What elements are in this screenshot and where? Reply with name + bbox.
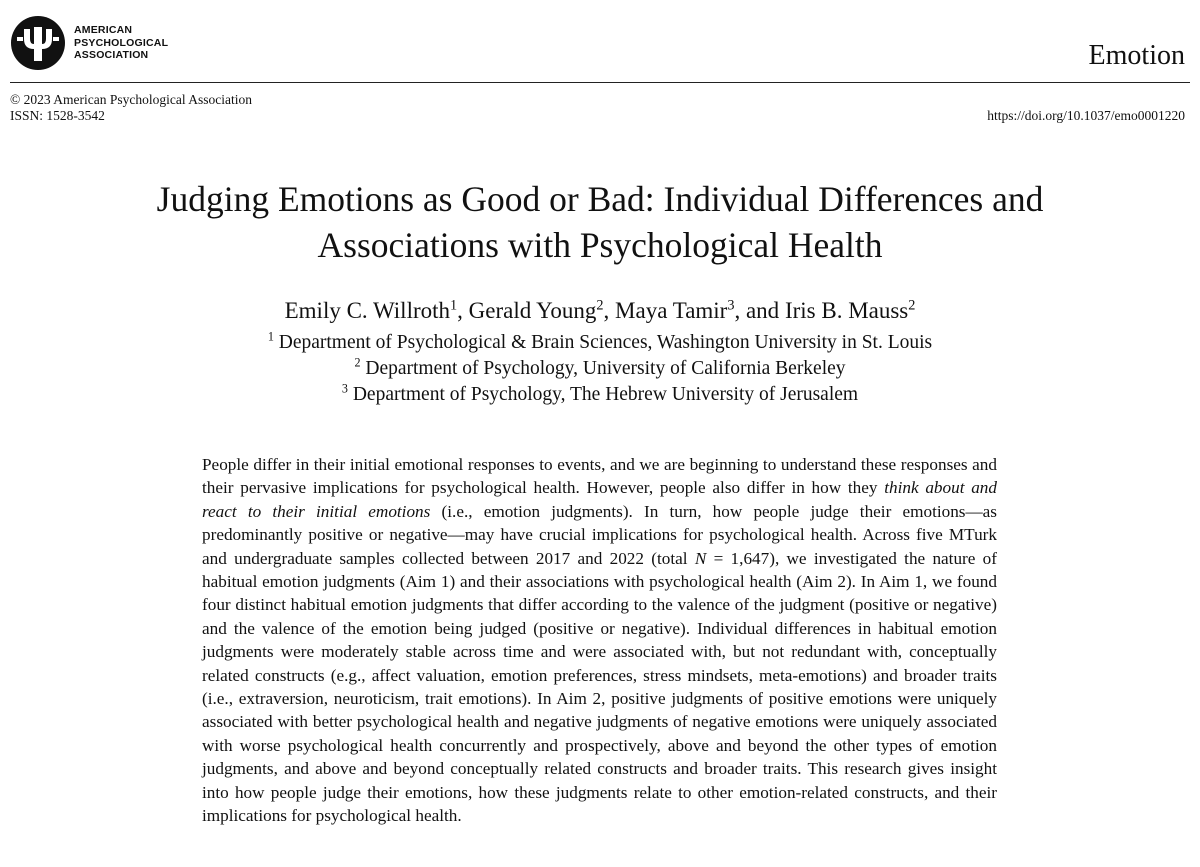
affiliation — [0, 382, 1200, 408]
author-separator: , — [603, 298, 616, 323]
author-name: Gerald Young — [468, 298, 597, 323]
abstract-text: People differ in their initial emotional responses to events, and we are beginning to understand these responses and their pervasive implications for psychological health. However, people also differ in how they — [202, 455, 997, 498]
paper-title — [0, 176, 1200, 268]
author-separator: , and — [734, 298, 785, 323]
author-separator: , — [457, 298, 469, 323]
apa-psi-logo-icon — [10, 15, 66, 71]
author-list — [0, 298, 1200, 324]
affiliation-number: 3 — [341, 381, 348, 396]
copyright-block — [10, 92, 252, 124]
abstract — [202, 453, 997, 828]
affiliation-text: Department of Psychological & Brain Sciences, Washington University in St. Louis — [273, 332, 933, 353]
abstract-italic-n: N — [694, 548, 707, 568]
journal-name: Emotion — [1088, 40, 1185, 71]
abstract-text: (i.e., emotion judgments). In turn, how people judge their emotions—as predominantly positive or negative—may have crucial implications for psychological health. Across five MTurk and undergraduate samples collected between 2017 and 2022 (total — [202, 501, 997, 568]
author-affil-sup: 1 — [450, 297, 458, 314]
author-name: Emily C. Willroth — [284, 298, 451, 323]
affiliation — [0, 356, 1200, 382]
header-rule — [10, 82, 1190, 83]
apa-logo — [10, 15, 168, 71]
publisher-name — [74, 24, 168, 62]
affiliation-list — [0, 330, 1200, 408]
title-line: Associations with Psychological Health — [317, 225, 883, 265]
abstract-emphasis: think about and react to their initial emotions — [202, 478, 997, 521]
affiliation-number: 2 — [354, 355, 361, 370]
affiliation-text: Department of Psychology, The Hebrew University of Jerusalem — [347, 384, 859, 405]
title-line: Judging Emotions as Good or Bad: Individual Differences and — [156, 179, 1044, 219]
affiliation — [0, 330, 1200, 356]
logo-line: AMERICAN — [74, 24, 133, 37]
affiliation-text: Department of Psychology, University of California Berkeley — [360, 358, 846, 379]
copyright: © 2023 American Psychological Association — [10, 92, 252, 107]
author-name: Maya Tamir — [615, 298, 728, 323]
author-affil-sup: 3 — [727, 297, 735, 314]
logo-line: ASSOCIATION — [74, 49, 149, 62]
logo-line: PSYCHOLOGICAL — [74, 36, 169, 49]
author-name: Iris B. Mauss — [784, 298, 909, 323]
affiliation-number: 1 — [267, 329, 274, 344]
issn: ISSN: 1528-3542 — [10, 108, 105, 123]
author-affil-sup: 2 — [596, 297, 604, 314]
author-affil-sup: 2 — [908, 297, 916, 314]
abstract-text: = 1,647), we investigated the nature of habitual emotion judgments (Aim 1) and their associations with psychological health (Aim 2). In Aim 1, we found four distinct habitual emotion judgments that differ according to the valence of the judgment (positive or negative) and the valence of the emotion being judged (positive or negative). Individual differences in habitual emotion judgments were moderately stable across time and were associated with, but not redundant with, conceptually related constructs (e.g., affect valuation, emotion preferences, stress mindsets, meta-emotions) and broader traits (i.e., extraversion, neuroticism, trait emotions). In Aim 2, positive judgments of positive emotions were uniquely associated with better psychological health and negative judgments of negative emotions were uniquely associated with worse psychological health concurrently and prospectively, above and beyond the other types of emotion judgments, and above and beyond conceptually related constructs and broader traits. This research gives insight into how people judge their emotions, how these judgments relate to other emotion-related constructs, and their implications for psychological health. — [202, 548, 997, 826]
doi-link[interactable]: https://doi.org/10.1037/emo0001220 — [987, 108, 1185, 123]
